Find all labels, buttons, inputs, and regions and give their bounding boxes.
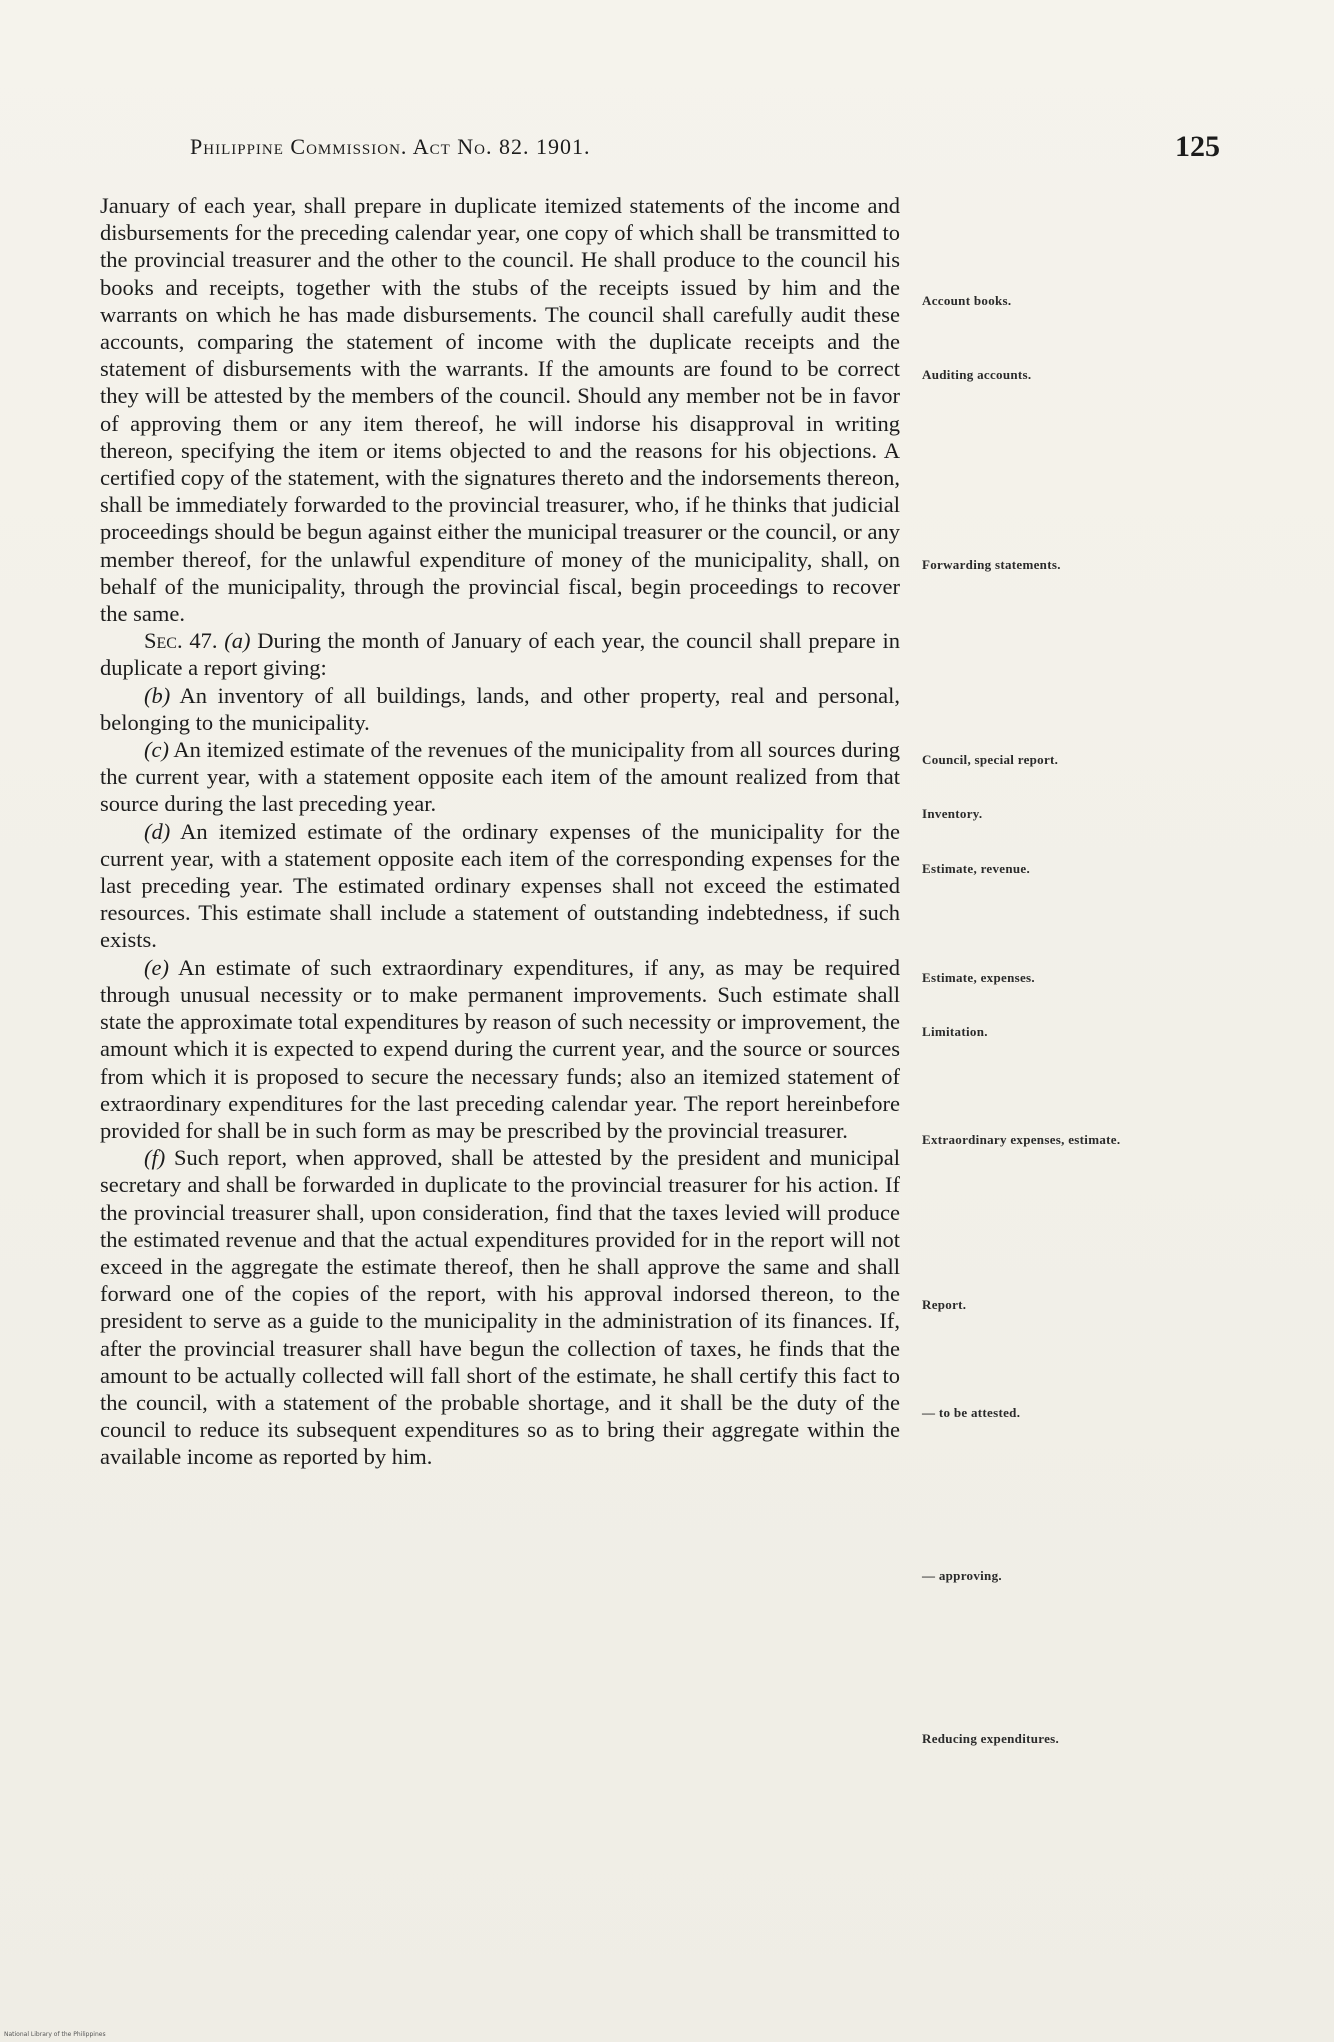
clause-text-e: An estimate of such extraordinary expenditures, if any, as may be required through unusual necessity or to make permanent improvements. Such estimate shall state the approximate total expenditures by reason of such necessity or improvement, the amount which it is expected to expend during the current year, and the source or sources from which it is proposed to secure the necessary funds; also an itemized statement of extraordinary expenditures for the last preceding calendar year. The report hereinbefore provided for shall be in such form as may be prescribed by the provincial treasurer. bbox=[100, 954, 900, 1143]
margin-note-extraordinary-expenses: Extraordinary expenses, estimate. bbox=[922, 1132, 1121, 1147]
margin-note-to-be-attested: — to be attested. bbox=[922, 1405, 1021, 1420]
clause-label-c: (c) bbox=[144, 737, 169, 763]
margin-note-approving: — approving. bbox=[922, 1568, 1002, 1583]
clause-text-a: During the month of January of each year, the council shall prepare in duplicate a report giving: bbox=[100, 628, 901, 681]
margin-note-estimate-revenue: Estimate, revenue. bbox=[922, 861, 1031, 876]
clause-text-b: An inventory of all buildings, lands, and other property, real and personal, belonging to the municipality. bbox=[100, 682, 900, 735]
clause-text-c: An itemized estimate of the revenues of the municipality from all sources during the current year, with a statement opposite each item of the amount realized from that source during the last preceding year. bbox=[100, 737, 900, 817]
paragraph-clause-b bbox=[100, 682, 900, 736]
clause-text-f: Such report, when approved, shall be attested by the president and municipal secretary and shall be forwarded in duplicate to the provincial treasurer for his action. If the provincial treasurer shall, upon consideration, find that the taxes levied will produce the estimated revenue and that the actual expenditures provided for in the report will not exceed in the aggregate the estimate thereof, then he shall approve the same and shall forward one of the copies of the report, with his approval indorsed thereon, to the president to serve as a guide to the municipality in the administration of its finances. If, after the provincial treasurer shall have begun the collection of taxes, he finds that the amount to be actually collected will fall short of the estimate, he shall certify this fact to the council, with a statement of the probable shortage, and it shall be the duty of the council to reduce its subsequent expenditures so as to bring their aggregate within the available income as reported by him. bbox=[100, 1145, 900, 1470]
clause-label-e: (e) bbox=[144, 954, 169, 980]
margin-note-report: Report. bbox=[922, 1297, 967, 1312]
margin-note-limitation: Limitation. bbox=[922, 1024, 988, 1039]
margin-note-council-special-report: Council, special report. bbox=[922, 752, 1059, 767]
section-label: Sec. 47. bbox=[144, 628, 218, 654]
margin-note-estimate-expenses: Estimate, expenses. bbox=[922, 970, 1035, 985]
paragraph-clause-c bbox=[100, 736, 900, 818]
body-text bbox=[100, 192, 900, 1471]
margin-note-inventory: Inventory. bbox=[922, 806, 983, 821]
paragraph-clause-d bbox=[100, 818, 900, 954]
paragraph-text: January of each year, shall prepare in duplicate itemized statements of the income and disbursements for the preceding calendar year, one copy of which shall be transmitted to the provincial treasurer and the other to the council. He shall produce to the council his books and receipts, together with the stubs of the receipts issued by him and the warrants on which he has made disbursements. The council shall carefully audit these accounts, comparing the statement of income with the duplicate receipts and the statement of disbursements with the warrants. If the amounts are found to be correct they will be attested by the members of the council. Should any member not be in favor of approving them or any item thereof, he will indorse his disapproval in writing thereon, specifying the item or items objected to and the reasons for his objections. A certified copy of the statement, with the signatures thereto and the indorsements thereon, shall be immediately forwarded to the provincial treasurer, who, if he thinks that judicial proceedings should be begun against either the municipal treasurer or the council, or any member thereof, for the unlawful expenditure of money of the municipality, shall, on behalf of the municipality, through the provincial fiscal, begin proceedings to recover the same. bbox=[100, 193, 900, 627]
margin-note-account-books: Account books. bbox=[922, 293, 1012, 308]
paragraph-sec-47 bbox=[100, 627, 900, 681]
clause-label-f: (f) bbox=[144, 1145, 166, 1171]
margin-note-forwarding-statements: Forwarding statements. bbox=[922, 557, 1061, 572]
clause-text-d: An itemized estimate of the ordinary expenses of the municipality for the current year, with a statement opposite each item of the corresponding expenses for the last preceding year. The estimated ordinary expenses shall not exceed the estimated resources. This estimate shall include a statement of outstanding indebtedness, if such exists. bbox=[100, 818, 900, 953]
margin-note-reducing-expenditures: Reducing expenditures. bbox=[922, 1731, 1060, 1746]
page-number: 125 bbox=[1175, 130, 1220, 163]
margin-notes bbox=[922, 0, 1122, 2042]
clause-label-b: (b) bbox=[144, 682, 171, 708]
clause-label-a: (a) bbox=[224, 628, 251, 654]
footer-credit: National Library of the Philippines bbox=[4, 2031, 106, 2038]
paragraph-clause-f bbox=[100, 1144, 900, 1470]
clause-label-d: (d) bbox=[144, 818, 171, 844]
paragraph-continued bbox=[100, 192, 900, 627]
margin-note-auditing-accounts: Auditing accounts. bbox=[922, 367, 1032, 382]
paragraph-clause-e bbox=[100, 954, 900, 1144]
running-head: Philippine Commission. Act No. 82. 1901. bbox=[190, 134, 591, 159]
